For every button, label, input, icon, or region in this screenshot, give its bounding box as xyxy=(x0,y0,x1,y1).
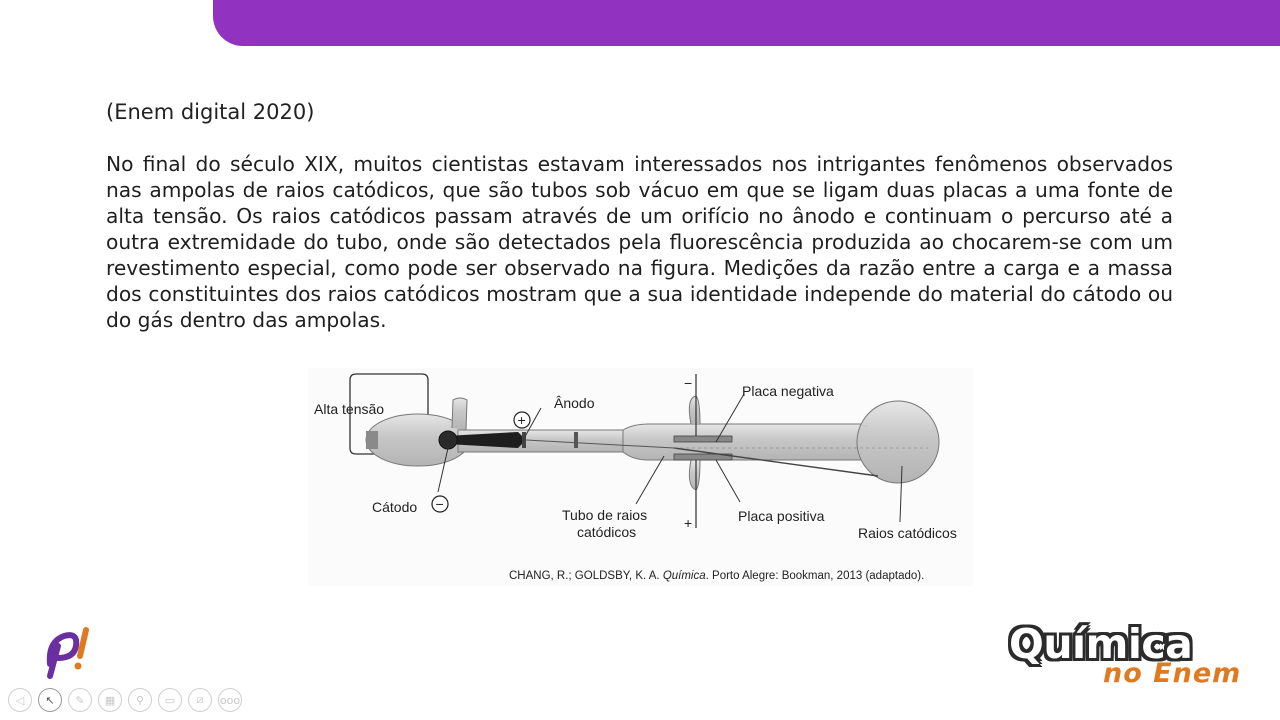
label-raios-catodicos: Raios catódicos xyxy=(858,525,957,541)
label-placa-negativa: Placa negativa xyxy=(742,383,834,399)
label-alta-tensao: Alta tensão xyxy=(314,401,385,417)
label-placa-positiva: Placa positiva xyxy=(738,508,825,524)
zoom-icon[interactable]: ⚲ xyxy=(128,688,152,712)
label-minus-sign: − xyxy=(684,375,693,391)
more-icon[interactable]: ooo xyxy=(218,688,242,712)
label-anodo: Ânodo xyxy=(554,395,595,411)
plus-circle-sign: + xyxy=(517,412,526,428)
brand-logo xyxy=(1005,620,1245,690)
slides-icon[interactable]: ▦ xyxy=(98,688,122,712)
citation-title: Química xyxy=(662,570,706,582)
question-source: (Enem digital 2020) xyxy=(106,100,315,124)
cathode-ray-tube-figure xyxy=(308,368,973,586)
presentation-toolbar xyxy=(8,688,242,714)
brand-subtitle: no Enem xyxy=(1103,658,1242,689)
pi-logo xyxy=(44,624,94,680)
header-bar xyxy=(213,0,1280,46)
pen-icon[interactable]: ✎ xyxy=(68,688,92,712)
label-catodo: Cátodo xyxy=(372,499,418,515)
screen-icon[interactable]: ⧄ xyxy=(188,688,212,712)
label-tubo-line2: catódicos xyxy=(577,524,637,540)
label-plus-sign: + xyxy=(684,515,693,531)
prev-icon[interactable]: ◁ xyxy=(8,688,32,712)
citation-prefix: CHANG, R.; GOLDSBY, K. A. xyxy=(509,570,663,582)
tube-diagram xyxy=(308,368,973,586)
question-text: No final do século XIX, muitos cientistas estavam interessados nos intrigantes fenômenos observados nas ampolas de raios catódicos, que são tubos sob vácuo em que se ligam duas placas a uma fonte de alta tensão. Os raios catódicos passam através de um orifício no ânodo e continuam o percurso até a outra extremidade do tubo, onde são detectados pela fluorescência produzida ao chocarem-se com um revestimento especial, como pode ser observado na figura. Medições da razão entre a carga e a massa dos constituintes dos raios catódicos mostram que a sua identidade independe do material do cátodo ou do gás dentro das ampolas. xyxy=(106,152,1173,332)
subtitles-icon[interactable]: ▭ xyxy=(158,688,182,712)
figure-citation xyxy=(509,570,924,582)
pointer-icon[interactable]: ↖ xyxy=(38,688,62,712)
minus-circle-sign: − xyxy=(435,496,444,512)
citation-suffix: . Porto Alegre: Bookman, 2013 (adaptado). xyxy=(705,570,925,582)
brand-title: Química xyxy=(1009,620,1193,668)
label-tubo-line1: Tubo de raios xyxy=(562,507,648,523)
